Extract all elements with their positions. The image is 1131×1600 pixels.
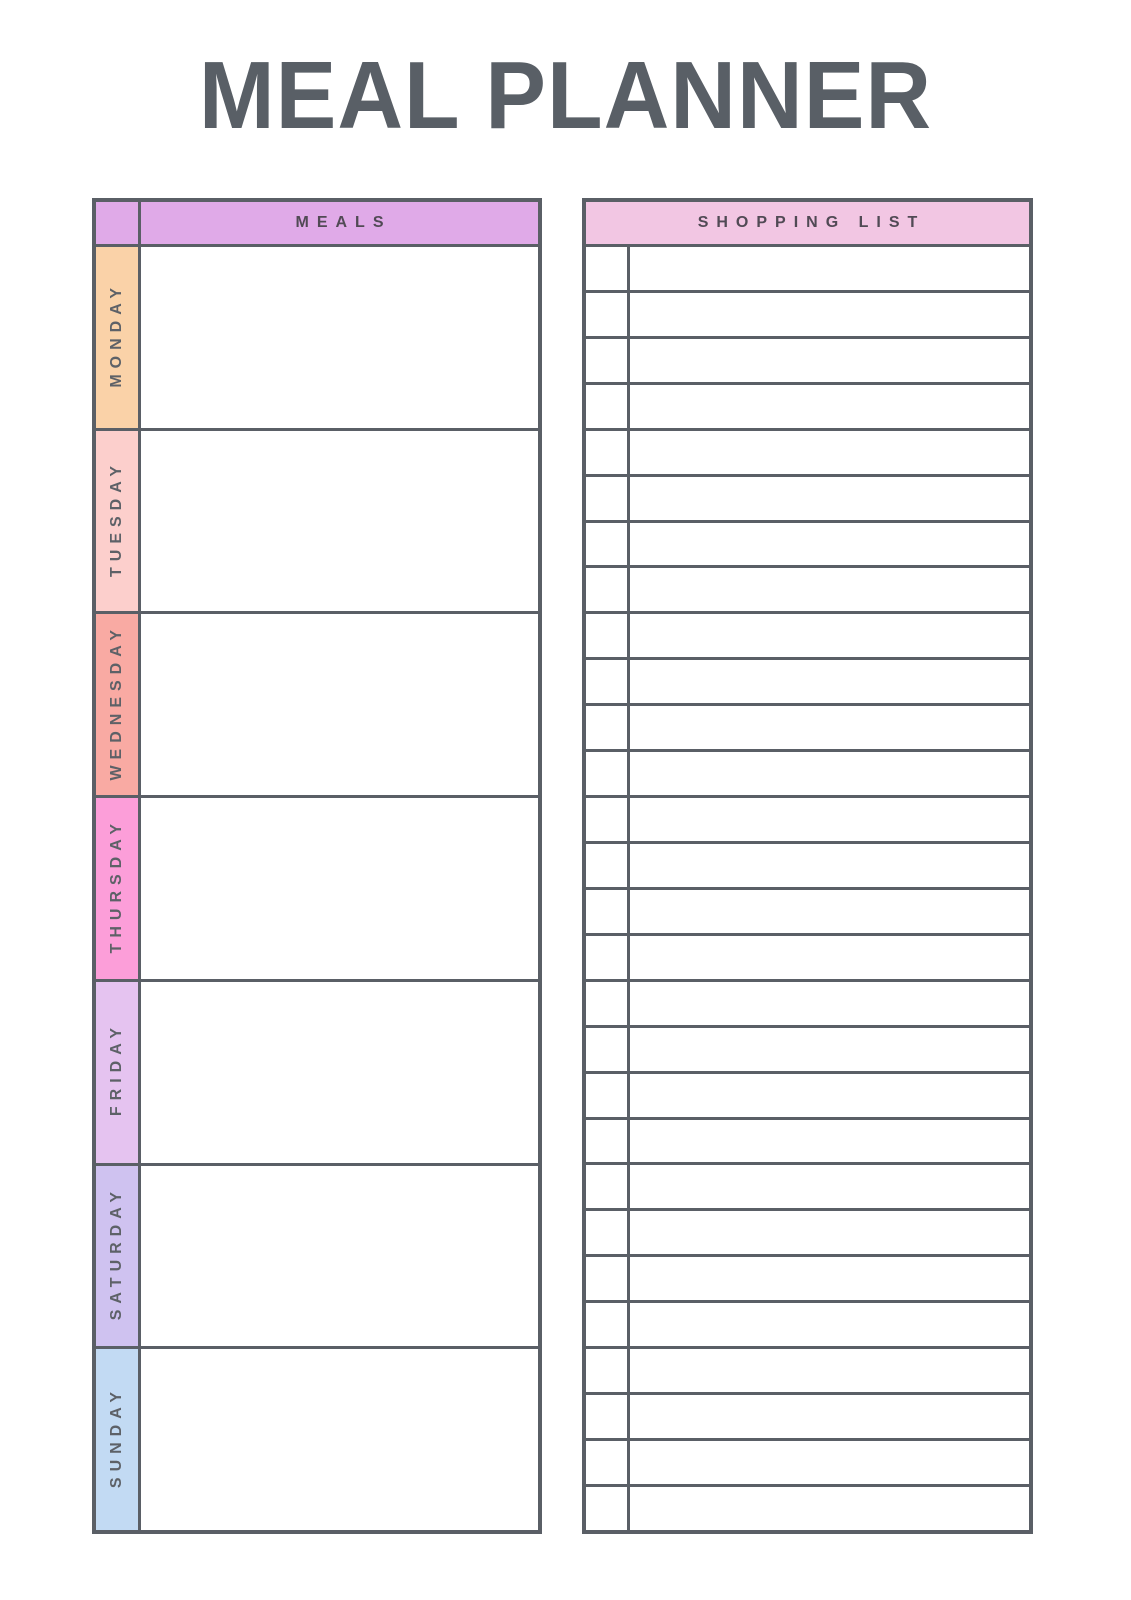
shopping-row — [586, 1392, 1029, 1438]
shopping-item-cell[interactable] — [630, 890, 1029, 933]
shopping-checkbox-cell[interactable] — [586, 890, 630, 933]
meal-entry-cell-wednesday[interactable] — [141, 614, 538, 795]
shopping-item-cell[interactable] — [630, 844, 1029, 887]
shopping-row — [586, 520, 1029, 566]
shopping-checkbox-cell[interactable] — [586, 1165, 630, 1208]
shopping-row — [586, 979, 1029, 1025]
day-label-cell-thursday — [96, 798, 141, 979]
shopping-item-cell[interactable] — [630, 568, 1029, 611]
day-label-cell-friday — [96, 982, 141, 1163]
shopping-list-table — [582, 198, 1033, 1534]
shopping-row — [586, 336, 1029, 382]
day-label-cell-tuesday — [96, 431, 141, 612]
shopping-row — [586, 1254, 1029, 1300]
day-label-cell-saturday — [96, 1166, 141, 1347]
shopping-checkbox-cell[interactable] — [586, 1211, 630, 1254]
shopping-checkbox-cell[interactable] — [586, 293, 630, 336]
shopping-checkbox-cell[interactable] — [586, 1028, 630, 1071]
shopping-checkbox-cell[interactable] — [586, 385, 630, 428]
day-label-friday: FRIDAY — [108, 1022, 125, 1117]
day-label-cell-sunday — [96, 1349, 141, 1530]
shopping-row — [586, 749, 1029, 795]
shopping-item-cell[interactable] — [630, 1074, 1029, 1117]
meal-entry-cell-monday[interactable] — [141, 247, 538, 428]
day-row-thursday — [96, 795, 538, 979]
shopping-checkbox-cell[interactable] — [586, 339, 630, 382]
shopping-checkbox-cell[interactable] — [586, 568, 630, 611]
shopping-row — [586, 1071, 1029, 1117]
shopping-row — [586, 565, 1029, 611]
meal-entry-cell-friday[interactable] — [141, 982, 538, 1163]
day-label-thursday: THURSDAY — [108, 817, 125, 954]
shopping-item-cell[interactable] — [630, 660, 1029, 703]
shopping-checkbox-cell[interactable] — [586, 706, 630, 749]
day-row-sunday — [96, 1346, 538, 1530]
meals-header-row — [96, 202, 538, 247]
shopping-item-cell[interactable] — [630, 1303, 1029, 1346]
shopping-row — [586, 1300, 1029, 1346]
shopping-row — [586, 1484, 1029, 1530]
day-label-cell-wednesday — [96, 614, 141, 795]
shopping-row — [586, 1208, 1029, 1254]
shopping-checkbox-cell[interactable] — [586, 752, 630, 795]
shopping-item-cell[interactable] — [630, 293, 1029, 336]
shopping-row — [586, 1438, 1029, 1484]
meals-header-label: MEALS — [295, 214, 392, 231]
shopping-header-label: SHOPPING LIST — [697, 214, 926, 231]
shopping-row — [586, 1117, 1029, 1163]
shopping-row — [586, 657, 1029, 703]
shopping-checkbox-cell[interactable] — [586, 1303, 630, 1346]
shopping-checkbox-cell[interactable] — [586, 477, 630, 520]
shopping-item-cell[interactable] — [630, 1028, 1029, 1071]
shopping-row — [586, 611, 1029, 657]
shopping-item-cell[interactable] — [630, 798, 1029, 841]
day-label-monday: MONDAY — [108, 281, 125, 388]
shopping-checkbox-cell[interactable] — [586, 1120, 630, 1163]
shopping-item-cell[interactable] — [630, 614, 1029, 657]
shopping-item-cell[interactable] — [630, 431, 1029, 474]
meals-table — [92, 198, 542, 1534]
shopping-row — [586, 1162, 1029, 1208]
shopping-item-cell[interactable] — [630, 706, 1029, 749]
shopping-checkbox-cell[interactable] — [586, 982, 630, 1025]
shopping-item-cell[interactable] — [630, 1257, 1029, 1300]
shopping-checkbox-cell[interactable] — [586, 1257, 630, 1300]
day-row-monday — [96, 247, 538, 428]
day-label-cell-monday — [96, 247, 141, 428]
meal-entry-cell-thursday[interactable] — [141, 798, 538, 979]
shopping-item-cell[interactable] — [630, 1165, 1029, 1208]
shopping-row — [586, 290, 1029, 336]
shopping-checkbox-cell[interactable] — [586, 1395, 630, 1438]
shopping-checkbox-cell[interactable] — [586, 1074, 630, 1117]
shopping-checkbox-cell[interactable] — [586, 798, 630, 841]
shopping-item-cell[interactable] — [630, 1487, 1029, 1530]
shopping-item-cell[interactable] — [630, 339, 1029, 382]
shopping-item-cell[interactable] — [630, 982, 1029, 1025]
day-label-saturday: SATURDAY — [108, 1185, 125, 1321]
day-label-sunday: SUNDAY — [108, 1385, 125, 1488]
shopping-row — [586, 887, 1029, 933]
shopping-row — [586, 703, 1029, 749]
shopping-checkbox-cell[interactable] — [586, 431, 630, 474]
day-row-friday — [96, 979, 538, 1163]
shopping-row — [586, 382, 1029, 428]
meals-day-rows — [96, 247, 538, 1530]
shopping-header-row — [586, 202, 1029, 247]
shopping-item-cell[interactable] — [630, 247, 1029, 290]
meal-entry-cell-sunday[interactable] — [141, 1349, 538, 1530]
shopping-checkbox-cell[interactable] — [586, 1349, 630, 1392]
shopping-checkbox-cell[interactable] — [586, 1487, 630, 1530]
shopping-checkbox-cell[interactable] — [586, 660, 630, 703]
shopping-row — [586, 428, 1029, 474]
shopping-row — [586, 841, 1029, 887]
day-row-saturday — [96, 1163, 538, 1347]
day-label-wednesday: WEDNESDAY — [108, 623, 125, 781]
shopping-checkbox-cell[interactable] — [586, 844, 630, 887]
shopping-item-cell[interactable] — [630, 936, 1029, 979]
day-row-tuesday — [96, 428, 538, 612]
shopping-row — [586, 1025, 1029, 1071]
shopping-item-cell[interactable] — [630, 477, 1029, 520]
shopping-item-cell[interactable] — [630, 1395, 1029, 1438]
shopping-header-cell — [586, 202, 1029, 244]
shopping-row — [586, 1346, 1029, 1392]
page-title: MEAL PLANNER — [198, 43, 933, 150]
shopping-rows — [586, 247, 1029, 1530]
meal-entry-cell-tuesday[interactable] — [141, 431, 538, 612]
shopping-item-cell[interactable] — [630, 523, 1029, 566]
shopping-item-cell[interactable] — [630, 1441, 1029, 1484]
meals-header-cell — [141, 202, 538, 244]
day-label-tuesday: TUESDAY — [108, 459, 125, 577]
shopping-row — [586, 474, 1029, 520]
shopping-checkbox-cell[interactable] — [586, 1441, 630, 1484]
shopping-item-cell[interactable] — [630, 1211, 1029, 1254]
shopping-item-cell[interactable] — [630, 385, 1029, 428]
shopping-checkbox-cell[interactable] — [586, 247, 630, 290]
meal-entry-cell-saturday[interactable] — [141, 1166, 538, 1347]
shopping-row — [586, 247, 1029, 290]
shopping-item-cell[interactable] — [630, 1120, 1029, 1163]
shopping-row — [586, 795, 1029, 841]
shopping-item-cell[interactable] — [630, 752, 1029, 795]
shopping-row — [586, 933, 1029, 979]
shopping-item-cell[interactable] — [630, 1349, 1029, 1392]
day-row-wednesday — [96, 611, 538, 795]
shopping-checkbox-cell[interactable] — [586, 614, 630, 657]
shopping-checkbox-cell[interactable] — [586, 936, 630, 979]
meals-corner-cell — [96, 202, 141, 244]
shopping-checkbox-cell[interactable] — [586, 523, 630, 566]
